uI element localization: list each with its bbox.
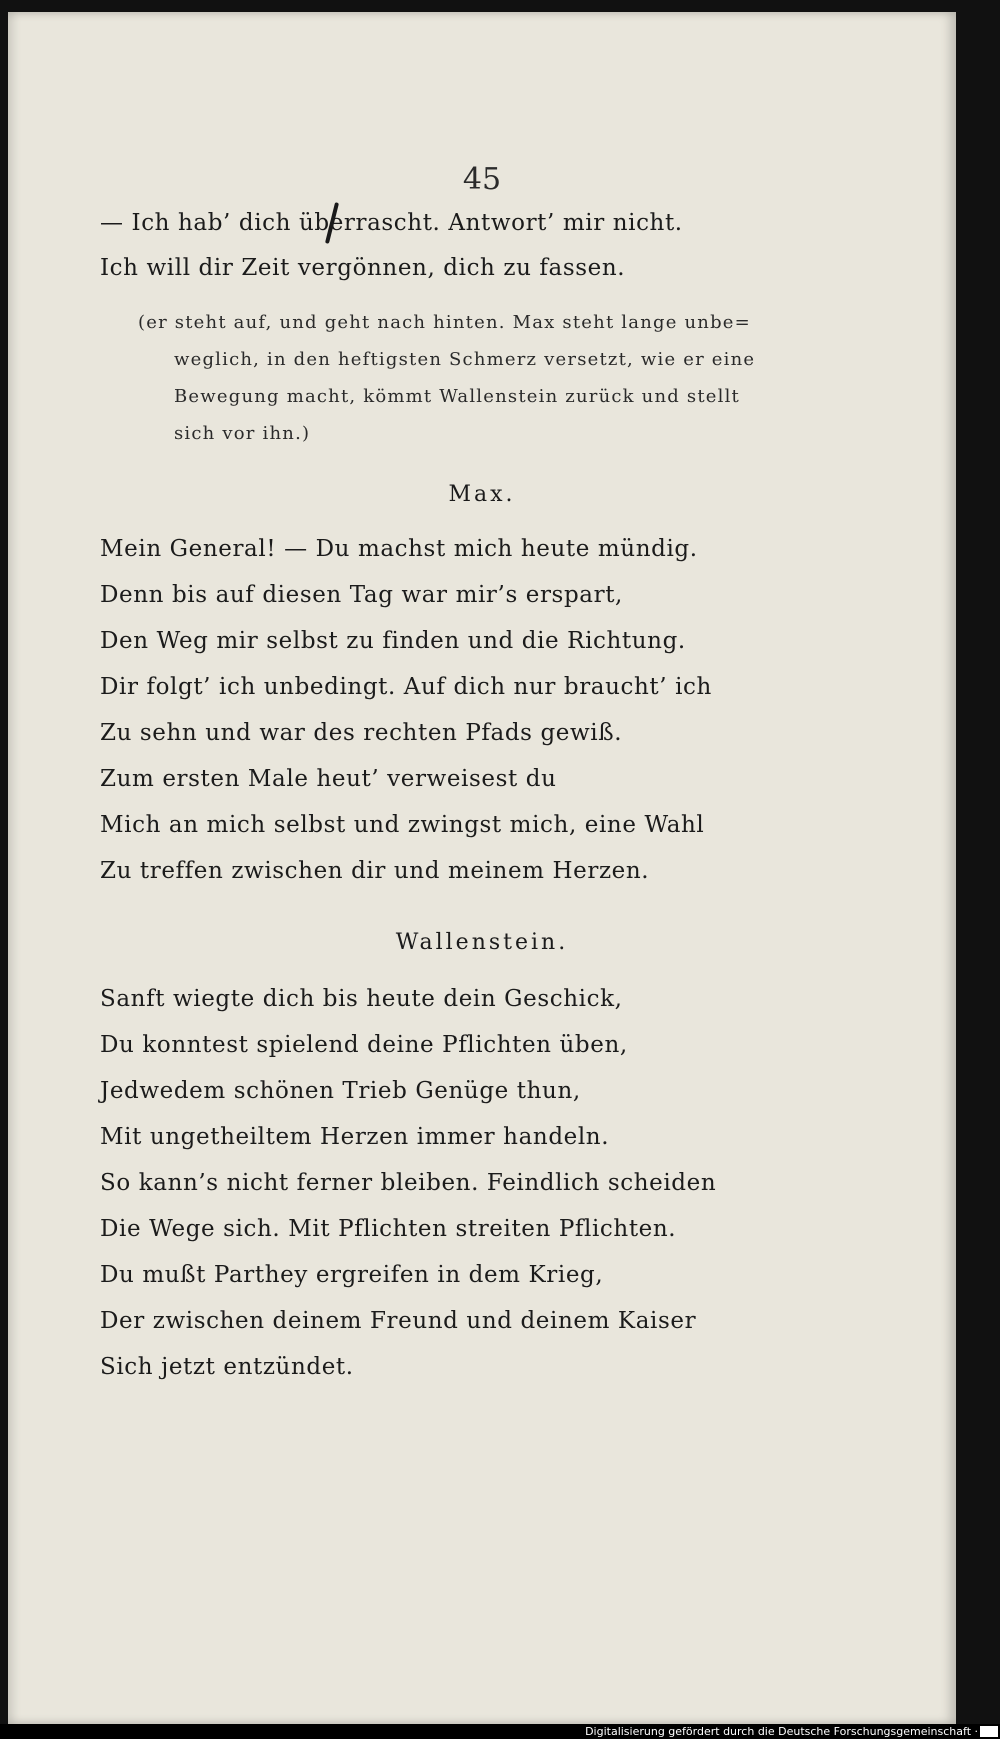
speaker-heading-max: Max. [448, 482, 516, 507]
verse-line: Sich jetzt entzündet. [100, 1354, 354, 1380]
stage-direction-line: sich vor ihn.) [174, 423, 311, 444]
stage-direction-line: Bewegung macht, kömmt Wallenstein zurück und stellt [174, 386, 740, 407]
verse-line: Den Weg mir selbst zu finden und die Richtung. [100, 628, 686, 654]
verse-line: Zum ersten Male heut’ verweisest du [100, 766, 557, 792]
verse-line: So kann’s nicht ferner bleiben. Feindlich scheiden [100, 1170, 717, 1196]
verse-line: — Ich hab’ dich überrascht. Antwort’ mir nicht. [100, 210, 683, 236]
dfg-logo [980, 1726, 998, 1737]
verse-line: Mein General! — Du machst mich heute mündig. [100, 536, 698, 562]
verse-line: Mit ungetheiltem Herzen immer handeln. [100, 1124, 610, 1150]
verse-line: Zu sehn und war des rechten Pfads gewiß. [100, 720, 623, 746]
verse-line: Zu treffen zwischen dir und meinem Herzen. [100, 858, 650, 884]
verse-line: Jedwedem schönen Trieb Genüge thun, [100, 1078, 581, 1104]
verse-line: Denn bis auf diesen Tag war mir’s erspart, [100, 582, 623, 608]
speaker-heading-wallenstein: Wallenstein. [395, 930, 569, 955]
stage-direction-line: weglich, in den heftigsten Schmerz versetzt, wie er eine [174, 349, 756, 370]
verse-line: Sanft wiegte dich bis heute dein Geschick, [100, 986, 623, 1012]
page-number: 45 [462, 162, 502, 197]
verse-line: Du konntest spielend deine Pflichten üben, [100, 1032, 628, 1058]
verse-line: Der zwischen deinem Freund und deinem Kaiser [100, 1308, 697, 1334]
stage-direction-line: (er steht auf, und geht nach hinten. Max steht lange unbe= [138, 312, 751, 333]
verse-line: Ich will dir Zeit vergönnen, dich zu fassen. [100, 255, 626, 281]
verse-line: Die Wege sich. Mit Pflichten streiten Pflichten. [100, 1216, 677, 1242]
book-page [8, 12, 956, 1724]
verse-line: Mich an mich selbst und zwingst mich, eine Wahl [100, 812, 705, 838]
verse-line: Dir folgt’ ich unbedingt. Auf dich nur braucht’ ich [100, 674, 712, 700]
digitization-credit: Digitalisierung gefördert durch die Deutsche Forschungsgemeinschaft · [585, 1725, 978, 1738]
verse-line: Du mußt Parthey ergreifen in dem Krieg, [100, 1262, 604, 1288]
